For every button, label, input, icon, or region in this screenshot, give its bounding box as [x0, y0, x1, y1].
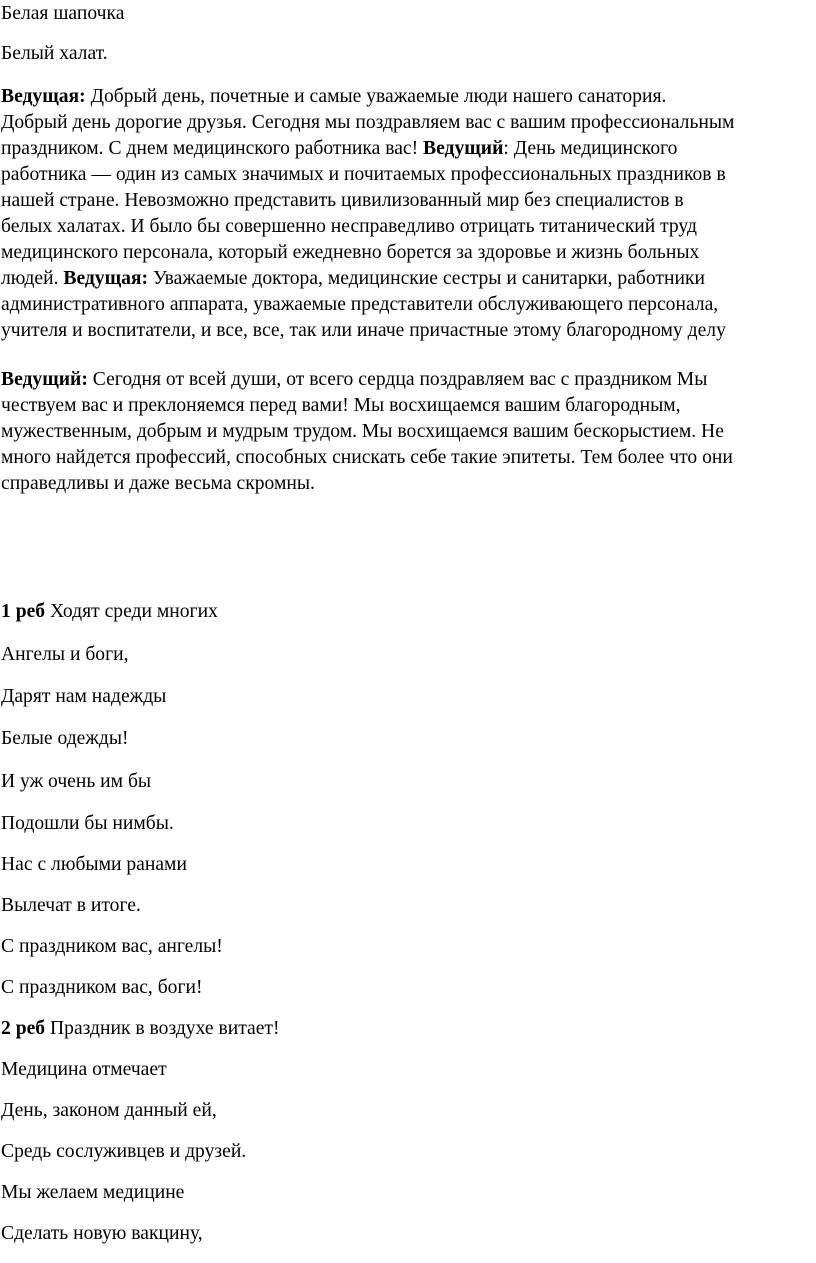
header-line-hat: Белая шапочка: [1, 3, 125, 24]
poem-line: Вылечат в итоге.: [1, 895, 141, 916]
speaker-label: Ведущий:: [1, 369, 88, 390]
paragraph-line: учителя и воспитатели, и все, все, так или иначе причастные этому благородному делу: [1, 320, 726, 341]
speaker-label: 1 реб: [1, 601, 46, 622]
poem-line: День, законом данный ей,: [1, 1100, 217, 1121]
poem-line: Белые одежды!: [1, 728, 129, 749]
paragraph-line: мужественным, добрым и мудрым трудом. Мы восхищаемся вашим бескорыстием. Не: [1, 421, 724, 442]
paragraph-line: работника — один из самых значимых и почитаемых профессиональных праздников в: [1, 164, 726, 185]
speaker-label: 2 реб: [1, 1018, 46, 1039]
poem-line: С праздником вас, боги!: [1, 977, 203, 998]
poem-line: Средь сослуживцев и друзей.: [1, 1141, 247, 1162]
paragraph-line: много найдется профессий, способных снискать себе такие эпитеты. Тем более что они: [1, 447, 733, 468]
poem-line: Мы желаем медицине: [1, 1182, 185, 1203]
poem-line: С праздником вас, ангелы!: [1, 936, 223, 957]
paragraph-line: чествуем вас и преклоняемся перед вами! Мы восхищаемся вашим благородным,: [1, 395, 681, 416]
paragraph-line: белых халатах. И было бы совершенно несправедливо отрицать титанический труд: [1, 216, 697, 237]
speaker-label: Ведущая:: [63, 268, 149, 289]
paragraph-line: людей. Ведущая: Уважаемые доктора, медицинские сестры и санитарки, работники: [1, 268, 705, 289]
poem-line: 2 реб Праздник в воздухе витает!: [1, 1018, 280, 1039]
paragraph-line: Ведущий: Сегодня от всей души, от всего сердца поздравляем вас с праздником Мы: [1, 369, 708, 390]
host-intro-paragraph: [1, 84, 815, 344]
speaker-label: Ведущий: [423, 138, 504, 159]
poem-line: Ангелы и боги,: [1, 644, 129, 665]
poem-line: Дарят нам надежды: [1, 686, 167, 707]
poem-line: Медицина отмечает: [1, 1059, 167, 1080]
poem-line: 1 реб Ходят среди многих: [1, 601, 218, 622]
paragraph-line: Добрый день дорогие друзья. Сегодня мы поздравляем вас с вашим профессиональным: [1, 112, 735, 133]
poem-line: И уж очень им бы: [1, 771, 152, 792]
paragraph-line: праздником. С днем медицинского работника вас! Ведущий: День медицинского: [1, 138, 678, 159]
poem-line: Подошли бы нимбы.: [1, 813, 174, 834]
poem-line: Сделать новую вакцину,: [1, 1223, 203, 1244]
paragraph-line: Ведущая: Добрый день, почетные и самые уважаемые люди нашего санатория.: [1, 86, 667, 107]
paragraph-line: медицинского персонала, который ежедневно борется за здоровье и жизнь больных: [1, 242, 700, 263]
speaker-label: Ведущая:: [1, 86, 86, 107]
host-greeting-paragraph: [1, 367, 815, 497]
poem-line: Нас с любыми ранами: [1, 854, 187, 875]
header-line-coat: Белый халат.: [1, 43, 108, 64]
paragraph-line: справедливы и даже весьма скромны.: [1, 473, 315, 494]
paragraph-line: нашей стране. Невозможно представить цивилизованный мир без специалистов в: [1, 190, 684, 211]
paragraph-line: административного аппарата, уважаемые представители обслуживающего персонала,: [1, 294, 719, 315]
